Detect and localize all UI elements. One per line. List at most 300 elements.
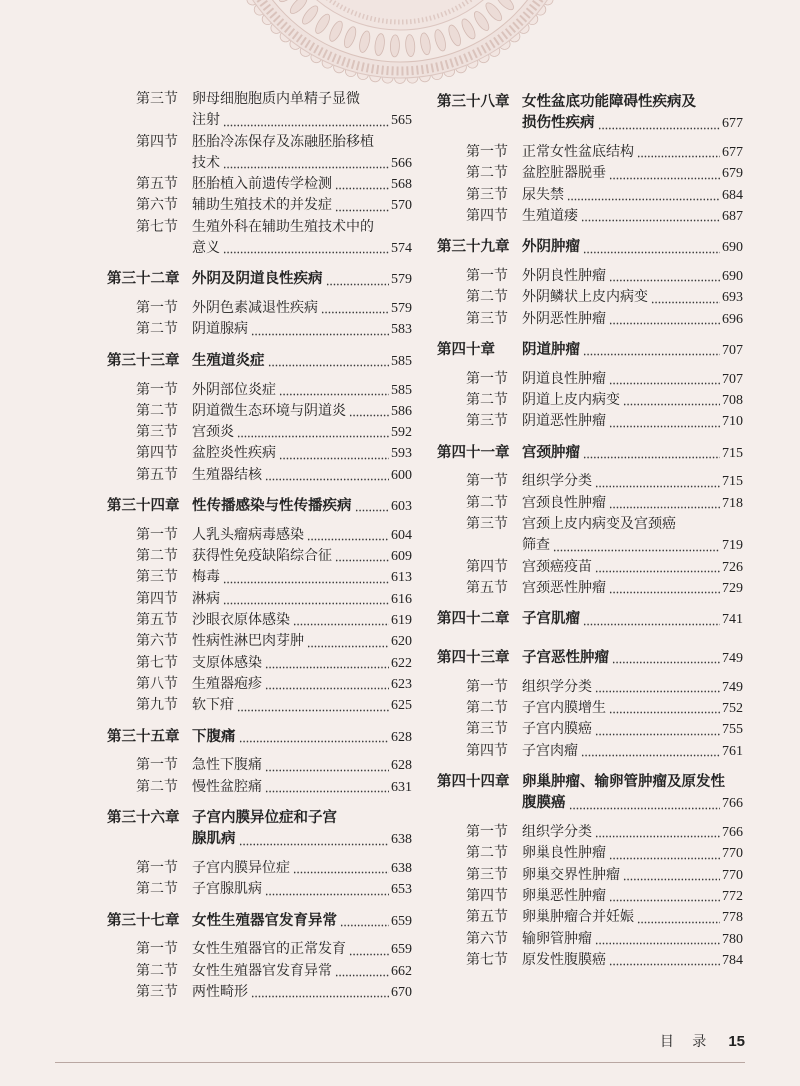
- page-number: 755: [722, 722, 743, 738]
- leader-dots: [223, 153, 389, 174]
- toc-section-entry: [107, 674, 412, 695]
- leader-dots: [595, 471, 720, 492]
- toc-line: [437, 206, 743, 227]
- leader-dots: [637, 907, 720, 928]
- page-number: 659: [391, 913, 412, 929]
- toc-line: [107, 567, 412, 588]
- toc-section-entry: [437, 471, 743, 492]
- page-number: 693: [722, 290, 743, 306]
- toc-chapter-entry: [437, 237, 743, 258]
- section-number: 第六节: [136, 198, 178, 214]
- toc-section-entry: [437, 514, 743, 557]
- section-title: 人乳头瘤病毒感染: [192, 527, 304, 543]
- page-number: 604: [391, 527, 412, 543]
- page-number: 707: [722, 342, 743, 358]
- page-number: 619: [391, 613, 412, 629]
- section-number: 第一节: [466, 825, 508, 841]
- toc-section-entry: [437, 266, 743, 287]
- page-number: 741: [722, 612, 743, 628]
- toc-line: [107, 174, 412, 195]
- leader-dots: [595, 557, 720, 578]
- toc-line: [107, 939, 412, 960]
- toc-chapter-entry: [437, 443, 743, 464]
- section-number: 第二节: [136, 549, 178, 565]
- section-number: 第五节: [136, 177, 178, 193]
- toc-section-entry: [107, 319, 412, 340]
- section-number: 第二节: [466, 393, 508, 409]
- section-title: 宫颈癌疫苗: [522, 559, 592, 575]
- toc-section-entry: [437, 163, 743, 184]
- page-number: 690: [722, 240, 743, 256]
- page-number: 638: [391, 832, 412, 848]
- leader-dots: [349, 939, 389, 960]
- section-title: 子宫内膜增生: [522, 701, 606, 717]
- page-number: 625: [391, 698, 412, 714]
- toc-line: [437, 411, 743, 432]
- page-number: 600: [391, 467, 412, 483]
- toc-section-entry: [437, 719, 743, 740]
- toc-line: [437, 92, 743, 113]
- page-number: 631: [391, 779, 412, 795]
- toc-line: [437, 648, 743, 669]
- toc-line: [437, 741, 743, 762]
- chapter-title: 女性生殖器官发育异常: [192, 912, 337, 929]
- page-number: 609: [391, 549, 412, 565]
- page-number: 766: [722, 796, 743, 812]
- section-number: 第四节: [136, 591, 178, 607]
- section-title: 原发性腹膜癌: [522, 952, 606, 968]
- page-number: 574: [391, 241, 412, 257]
- toc-line: [107, 380, 412, 401]
- section-title: 外阴部位炎症: [192, 382, 276, 398]
- page-number: 684: [722, 187, 743, 203]
- chapter-number: 第四十一章: [437, 444, 510, 461]
- toc-chapter-entry: [107, 496, 412, 517]
- toc-line: [107, 195, 412, 216]
- toc-line: [107, 110, 412, 131]
- toc-section-entry: [107, 695, 412, 716]
- toc-chapter-entry: [437, 609, 743, 630]
- page-number: 613: [391, 570, 412, 586]
- leader-dots: [265, 879, 389, 900]
- toc-line: [107, 525, 412, 546]
- top-ornament: [0, 0, 800, 90]
- toc-section-entry: [437, 886, 743, 907]
- leader-dots: [237, 422, 389, 443]
- toc-section-entry: [437, 677, 743, 698]
- section-title: 卵巢肿瘤合并妊娠: [522, 910, 634, 926]
- leader-dots: [279, 443, 389, 464]
- section-title: 尿失禁: [522, 187, 564, 203]
- toc-section-entry: [107, 567, 412, 588]
- page-number: 659: [391, 942, 412, 958]
- section-title: 女性生殖器官发育异常: [192, 963, 332, 979]
- page-number: 784: [722, 952, 743, 968]
- leader-dots: [349, 401, 389, 422]
- toc-line: [107, 695, 412, 716]
- leader-dots: [340, 911, 389, 932]
- section-title: 女性生殖器官的正常发育: [192, 942, 346, 958]
- chapter-number: 第三十二章: [107, 271, 180, 288]
- toc-line: [437, 185, 743, 206]
- toc-line: [107, 610, 412, 631]
- section-title: 慢性盆腔痛: [192, 779, 262, 795]
- page-number: 715: [722, 474, 743, 490]
- toc-line: [107, 982, 412, 1003]
- section-title: 筛查: [522, 538, 550, 554]
- toc-line: [107, 153, 412, 174]
- chapter-number: 第四十三章: [437, 650, 510, 667]
- section-number: 第一节: [466, 679, 508, 695]
- leader-dots: [265, 755, 389, 776]
- toc-section-entry: [107, 380, 412, 401]
- section-title: 宫颈良性肿瘤: [522, 495, 606, 511]
- leader-dots: [581, 741, 720, 762]
- toc-line: [107, 829, 412, 850]
- toc-section-entry: [107, 653, 412, 674]
- chapter-number: 第四十二章: [437, 611, 510, 628]
- section-title: 宫颈炎: [192, 425, 234, 441]
- toc-chapter-entry: [437, 772, 743, 815]
- page-number: 770: [722, 867, 743, 883]
- leader-dots: [251, 319, 389, 340]
- section-number: 第二节: [466, 166, 508, 182]
- section-title: 子宫内膜癌: [522, 722, 592, 738]
- leader-dots: [335, 546, 389, 567]
- leader-dots: [609, 411, 720, 432]
- toc-line: [107, 755, 412, 776]
- toc-section-entry: [437, 411, 743, 432]
- toc-line: [437, 237, 743, 258]
- section-title: 卵母细胞胞质内单精子显微: [192, 92, 360, 107]
- leader-dots: [307, 525, 389, 546]
- toc-section-entry: [437, 287, 743, 308]
- leader-dots: [335, 195, 389, 216]
- toc-line: [437, 266, 743, 287]
- toc-section-entry: [107, 298, 412, 319]
- leader-dots: [293, 610, 389, 631]
- section-title: 外阴恶性肿瘤: [522, 311, 606, 327]
- leader-dots: [609, 309, 720, 330]
- section-title: 组织学分类: [522, 679, 592, 695]
- toc-line: [107, 961, 412, 982]
- toc-line: [437, 309, 743, 330]
- section-title: 阴道良性肿瘤: [522, 371, 606, 387]
- page-number: 715: [722, 445, 743, 461]
- section-title: 外阴良性肿瘤: [522, 269, 606, 285]
- chapter-number: 第三十七章: [107, 912, 180, 929]
- toc-line: [107, 422, 412, 443]
- chapter-number: 第三十四章: [107, 498, 180, 515]
- chapter-number: 第四十章: [437, 341, 495, 358]
- page-number: 620: [391, 634, 412, 650]
- toc-section-entry: [437, 822, 743, 843]
- toc-section-entry: [437, 369, 743, 390]
- toc-line: [107, 351, 412, 372]
- page-number: 726: [722, 559, 743, 575]
- leader-dots: [581, 206, 720, 227]
- leader-dots: [609, 493, 720, 514]
- toc-line: [107, 269, 412, 290]
- leader-dots: [623, 865, 720, 886]
- page-number: 670: [391, 984, 412, 1000]
- page-number: 570: [391, 198, 412, 214]
- leader-dots: [335, 961, 389, 982]
- section-title: 支原体感染: [192, 655, 262, 671]
- leader-dots: [265, 465, 389, 486]
- leader-dots: [609, 369, 720, 390]
- section-number: 第三节: [136, 984, 178, 1000]
- chapter-number: 第三十六章: [107, 809, 180, 826]
- page-number: 710: [722, 414, 743, 430]
- toc-line: [437, 471, 743, 492]
- footer-page-number: 15: [728, 1033, 745, 1050]
- chapter-title: 阴道肿瘤: [522, 341, 580, 358]
- chapter-title: 外阴肿瘤: [522, 239, 580, 256]
- toc-line: [107, 631, 412, 652]
- toc-section-entry: [437, 698, 743, 719]
- toc-section-entry: [107, 879, 412, 900]
- toc-line: [437, 843, 743, 864]
- toc-section-entry: [107, 961, 412, 982]
- section-title: 外阴色素减退性疾病: [192, 301, 318, 317]
- section-number: 第五节: [136, 613, 178, 629]
- page-number: 752: [722, 701, 743, 717]
- leader-dots: [265, 674, 389, 695]
- section-title: 性病性淋巴肉芽肿: [192, 634, 304, 650]
- leader-dots: [609, 698, 720, 719]
- toc-chapter-entry: [107, 727, 412, 748]
- section-title: 子宫肉瘤: [522, 743, 578, 759]
- section-number: 第五节: [466, 580, 508, 596]
- toc-column-left: [107, 89, 412, 1003]
- section-title: 卵巢交界性肿瘤: [522, 867, 620, 883]
- section-title: 子宫腺肌病: [192, 882, 262, 898]
- toc-line: [107, 132, 412, 153]
- toc-section-entry: [107, 174, 412, 195]
- section-number: 第一节: [136, 382, 178, 398]
- section-title: 胚胎植入前遗传学检测: [192, 177, 332, 193]
- page-number: 770: [722, 846, 743, 862]
- toc-section-entry: [437, 309, 743, 330]
- toc-line: [437, 719, 743, 740]
- section-title: 生殖器结核: [192, 467, 262, 483]
- toc-line: [437, 886, 743, 907]
- page-number: 662: [391, 963, 412, 979]
- leader-dots: [326, 269, 390, 290]
- chapter-title: 子宫恶性肿瘤: [522, 650, 609, 667]
- toc-line: [437, 793, 743, 814]
- toc-line: [437, 514, 743, 535]
- leader-dots: [553, 535, 720, 556]
- toc-section-entry: [437, 578, 743, 599]
- page-number: 653: [391, 882, 412, 898]
- toc-line: [437, 390, 743, 411]
- section-title: 注射: [192, 113, 220, 129]
- leader-dots: [651, 287, 720, 308]
- section-title: 辅助生殖技术的并发症: [192, 198, 332, 214]
- section-number: 第二节: [136, 403, 178, 419]
- section-title: 急性下腹痛: [192, 758, 262, 774]
- section-title: 盆腔脏器脱垂: [522, 166, 606, 182]
- leader-dots: [595, 677, 720, 698]
- page-number: 766: [722, 825, 743, 841]
- toc-line: [107, 879, 412, 900]
- page-number: 677: [722, 116, 743, 132]
- toc-line: [437, 609, 743, 630]
- section-title: 组织学分类: [522, 474, 592, 490]
- leader-dots: [307, 631, 389, 652]
- page-number: 593: [391, 446, 412, 462]
- toc-line: [437, 772, 743, 793]
- section-title: 盆腔炎性疾病: [192, 446, 276, 462]
- toc-line: [107, 465, 412, 486]
- toc-chapter-entry: [107, 351, 412, 372]
- section-number: 第八节: [136, 676, 178, 692]
- section-title: 沙眼衣原体感染: [192, 613, 290, 629]
- section-title: 技术: [192, 155, 220, 171]
- section-number: 第四节: [466, 208, 508, 224]
- toc-line: [107, 89, 412, 110]
- leader-dots: [595, 929, 720, 950]
- page-number: 623: [391, 676, 412, 692]
- leader-dots: [268, 351, 390, 372]
- toc-line: [437, 113, 743, 134]
- toc-section-entry: [107, 610, 412, 631]
- section-number: 第二节: [136, 322, 178, 338]
- toc-section-entry: [107, 939, 412, 960]
- page-number: 718: [722, 495, 743, 511]
- section-title: 梅毒: [192, 570, 220, 586]
- section-number: 第六节: [136, 634, 178, 650]
- leader-dots: [583, 340, 720, 361]
- toc-line: [437, 163, 743, 184]
- toc-section-entry: [437, 741, 743, 762]
- leader-dots: [595, 719, 720, 740]
- leader-dots: [567, 185, 720, 206]
- toc-section-entry: [107, 401, 412, 422]
- chapter-title: 子宫肌瘤: [522, 611, 580, 628]
- section-title: 外阴鳞状上皮内病变: [522, 290, 648, 306]
- page-number: 690: [722, 269, 743, 285]
- toc-section-entry: [437, 907, 743, 928]
- leader-dots: [637, 142, 720, 163]
- toc-section-entry: [107, 631, 412, 652]
- toc-line: [107, 298, 412, 319]
- toc-line: [107, 777, 412, 798]
- chapter-number: 第三十三章: [107, 352, 180, 369]
- page-number: 622: [391, 655, 412, 671]
- chapter-number: 第三十九章: [437, 239, 510, 256]
- toc-line: [437, 677, 743, 698]
- toc-line: [437, 698, 743, 719]
- toc-section-entry: [437, 950, 743, 971]
- page-number: 565: [391, 113, 412, 129]
- page-number: 579: [391, 272, 412, 288]
- toc-section-entry: [107, 422, 412, 443]
- section-number: 第一节: [466, 145, 508, 161]
- toc-section-entry: [437, 390, 743, 411]
- leader-dots: [265, 653, 389, 674]
- section-title: 两性畸形: [192, 984, 248, 1000]
- leader-dots: [609, 578, 720, 599]
- leader-dots: [223, 589, 389, 610]
- toc-line: [437, 822, 743, 843]
- chapter-title: 生殖道炎症: [192, 352, 265, 369]
- leader-dots: [609, 266, 720, 287]
- section-number: 第一节: [136, 758, 178, 774]
- leader-dots: [223, 567, 389, 588]
- section-number: 第二节: [466, 495, 508, 511]
- section-number: 第四节: [466, 743, 508, 759]
- section-number: 第三节: [466, 187, 508, 203]
- footer-section-title: 目 录: [659, 1034, 707, 1050]
- section-number: 第四节: [136, 446, 178, 462]
- toc-section-entry: [107, 755, 412, 776]
- leader-dots: [355, 496, 390, 517]
- chapter-title: 下腹痛: [192, 728, 236, 745]
- toc-chapter-entry: [107, 808, 412, 851]
- section-number: 第一节: [466, 371, 508, 387]
- toc-chapter-entry: [437, 92, 743, 135]
- page-number: 616: [391, 591, 412, 607]
- section-number: 第七节: [466, 952, 508, 968]
- section-title: 子宫内膜异位症: [192, 861, 290, 876]
- section-title: 宫颈上皮内病变及宫颈癌: [522, 517, 676, 533]
- section-title: 卵巢良性肿瘤: [522, 846, 606, 862]
- toc-line: [437, 340, 743, 361]
- chapter-title: 外阴及阴道良性疾病: [192, 271, 323, 288]
- leader-dots: [595, 822, 720, 843]
- toc-line: [107, 496, 412, 517]
- section-title: 淋病: [192, 591, 220, 607]
- toc-line: [107, 443, 412, 464]
- page-number: 585: [391, 353, 412, 369]
- toc-line: [107, 546, 412, 567]
- toc-section-entry: [107, 443, 412, 464]
- page-number: 749: [722, 679, 743, 695]
- section-title: 宫颈恶性肿瘤: [522, 580, 606, 596]
- page-number: 687: [722, 208, 743, 224]
- toc-section-entry: [437, 929, 743, 950]
- toc-section-entry: [437, 142, 743, 163]
- leader-dots: [239, 727, 390, 748]
- toc-section-entry: [107, 982, 412, 1003]
- section-number: 第二节: [466, 701, 508, 717]
- leader-dots: [321, 298, 389, 319]
- toc-section-entry: [107, 89, 412, 132]
- toc-section-entry: [107, 777, 412, 798]
- toc-section-entry: [107, 132, 412, 175]
- toc-line: [107, 653, 412, 674]
- toc-section-entry: [107, 217, 412, 260]
- toc-chapter-entry: [437, 340, 743, 361]
- section-number: 第三节: [466, 867, 508, 883]
- leader-dots: [239, 829, 390, 850]
- section-title: 获得性免疫缺陷综合征: [192, 549, 332, 565]
- toc-section-entry: [107, 525, 412, 546]
- toc-line: [107, 319, 412, 340]
- toc-line: [437, 535, 743, 556]
- leader-dots: [609, 843, 720, 864]
- chapter-number: 第四十四章: [437, 774, 510, 791]
- page-number: 583: [391, 322, 412, 338]
- section-title: 组织学分类: [522, 825, 592, 841]
- leader-dots: [237, 695, 389, 716]
- page-number: 707: [722, 371, 743, 387]
- toc-section-entry: [107, 858, 412, 879]
- toc-line: [107, 674, 412, 695]
